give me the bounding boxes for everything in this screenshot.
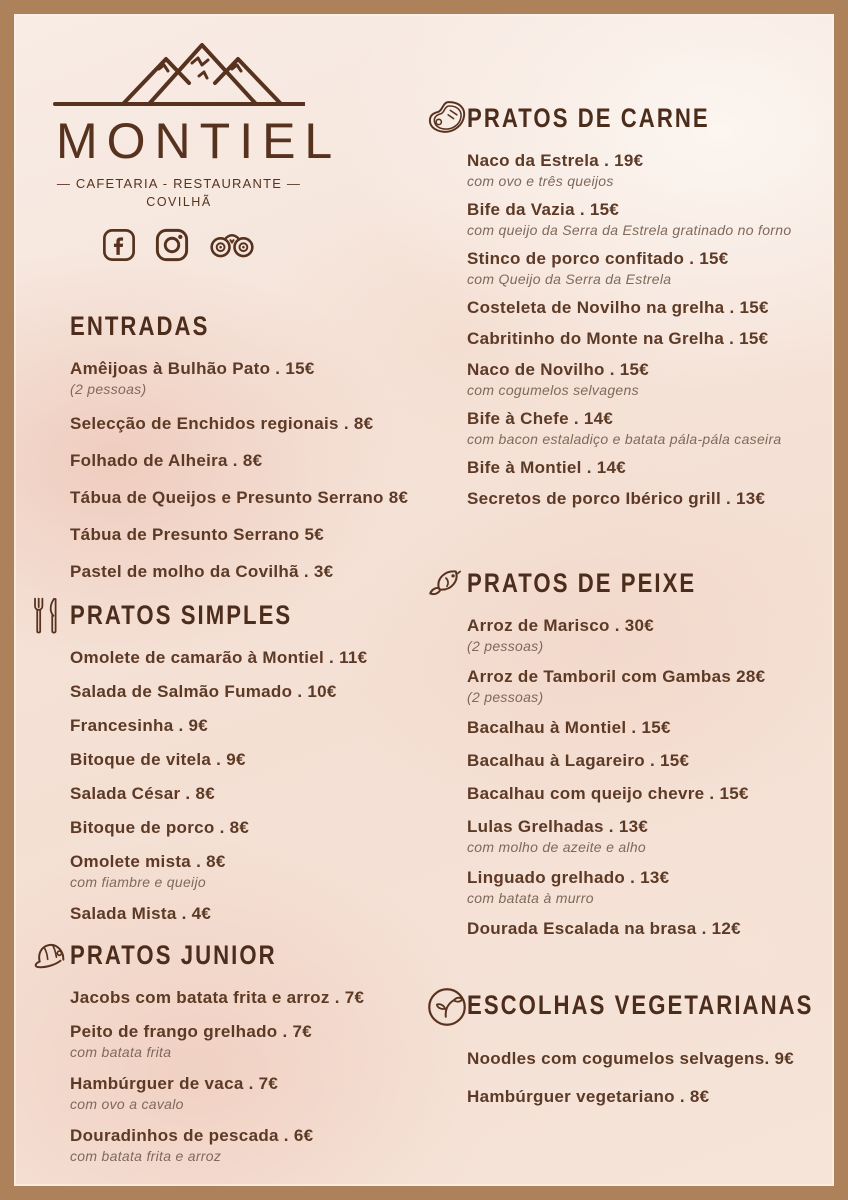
menu-item-text: Folhado de Alheira . 8€ <box>70 451 263 470</box>
menu-item <box>70 487 462 509</box>
menu-item <box>70 851 462 891</box>
menu-item <box>70 715 462 737</box>
menu-items-list <box>467 615 827 940</box>
menu-item-note: com ovo e três queijos <box>467 173 614 189</box>
menu-item-text: Stinco de porco confitado . 15€ <box>467 249 729 268</box>
menu-item-text: Bitoque de vitela . 9€ <box>70 750 246 769</box>
menu-item-note: com ovo a cavalo <box>70 1096 184 1112</box>
menu-item-text: Hambúrguer de vaca . 7€ <box>70 1074 279 1093</box>
menu-item <box>70 358 462 398</box>
menu-item <box>467 359 827 399</box>
menu-item-text: Salada Mista . 4€ <box>70 904 212 923</box>
menu-item-text: Hambúrguer vegetariano . 8€ <box>467 1087 710 1106</box>
menu-item-text: Peito de frango grelhado . 7€ <box>70 1022 313 1041</box>
menu-item <box>467 150 827 190</box>
menu-item <box>70 450 462 472</box>
brand-city: COVILHÃ <box>146 195 212 209</box>
menu-item-text: Dourada Escalada na brasa . 12€ <box>467 919 741 938</box>
menu-items-list <box>70 987 462 1165</box>
menu-item-text: Tábua de Presunto Serrano 5€ <box>70 525 325 544</box>
menu-item <box>467 488 827 510</box>
menu-item-text: Bife à Montiel . 14€ <box>467 458 627 477</box>
social-row <box>50 227 308 263</box>
menu-item-text: Cabritinho do Monte na Grelha . 15€ <box>467 329 769 348</box>
menu-item <box>467 750 827 772</box>
instagram-icon <box>154 227 190 263</box>
section-title: ENTRADAS <box>70 311 210 341</box>
menu-item <box>70 681 462 703</box>
menu-item-note: com fiambre e queijo <box>70 874 206 890</box>
menu-item <box>70 987 462 1009</box>
menu-page <box>14 14 834 1186</box>
menu-item <box>467 457 827 479</box>
menu-item-note: com batata frita <box>70 1044 172 1060</box>
menu-item <box>467 867 827 907</box>
section-title: PRATOS DE PEIXE <box>467 568 697 598</box>
cap-icon <box>28 935 68 975</box>
menu-item-text: Tábua de Queijos e Presunto Serrano 8€ <box>70 488 409 507</box>
menu-item-text: Pastel de molho da Covilhã . 3€ <box>70 562 334 581</box>
menu-item-text: Arroz de Tamboril com Gambas 28€ <box>467 667 766 686</box>
menu-item-text: Amêijoas à Bulhão Pato . 15€ <box>70 359 315 378</box>
steak-icon <box>425 98 465 138</box>
menu-item <box>467 816 827 856</box>
section-escolhas-vegetarianas <box>467 990 831 1124</box>
menu-item-text: Linguado grelhado . 13€ <box>467 868 670 887</box>
menu-item-text: Francesinha . 9€ <box>70 716 209 735</box>
section-pratos-de-peixe <box>467 568 827 951</box>
menu-item-text: Selecção de Enchidos regionais . 8€ <box>70 414 374 433</box>
menu-item <box>467 199 827 239</box>
section-title: PRATOS SIMPLES <box>70 600 293 630</box>
menu-item <box>70 524 462 546</box>
menu-item-text: Lulas Grelhadas . 13€ <box>467 817 649 836</box>
menu-item <box>467 615 827 655</box>
menu-items-list <box>467 150 827 510</box>
utensils-icon <box>28 595 68 635</box>
menu-item-text: Bacalhau à Lagareiro . 15€ <box>467 751 690 770</box>
menu-item-note: com batata à murro <box>467 890 594 906</box>
menu-item <box>70 647 462 669</box>
menu-item-text: Salada de Salmão Fumado . 10€ <box>70 682 337 701</box>
menu-item-note: (2 pessoas) <box>467 638 544 654</box>
menu-item <box>70 817 462 839</box>
menu-item <box>467 408 827 448</box>
menu-item-text: Jacobs com batata frita e arroz . 7€ <box>70 988 365 1007</box>
plant-icon <box>425 985 465 1025</box>
menu-item <box>70 413 462 435</box>
menu-item-text: Costeleta de Novilho na grelha . 15€ <box>467 298 769 317</box>
menu-item <box>70 749 462 771</box>
menu-item <box>70 1073 462 1113</box>
menu-item-note: com Queijo da Serra da Estrela <box>467 271 672 287</box>
menu-item <box>467 918 827 940</box>
menu-item-note: (2 pessoas) <box>467 689 544 705</box>
brand-block <box>50 38 342 263</box>
menu-item-note: (2 pessoas) <box>70 381 147 397</box>
menu-item-text: Salada César . 8€ <box>70 784 215 803</box>
section-entradas <box>70 311 462 598</box>
menu-item <box>467 297 827 319</box>
menu-items-list <box>467 1048 831 1108</box>
menu-item-note: com molho de azeite e alho <box>467 839 647 855</box>
section-title: PRATOS JUNIOR <box>70 940 277 970</box>
section-pratos-junior <box>70 940 462 1177</box>
section-pratos-de-carne <box>467 103 827 519</box>
section-title: ESCOLHAS VEGETARIANAS <box>467 990 814 1020</box>
menu-item <box>467 1048 831 1070</box>
menu-item-text: Arroz de Marisco . 30€ <box>467 616 655 635</box>
menu-item-text: Douradinhos de pescada . 6€ <box>70 1126 314 1145</box>
section-title: PRATOS DE CARNE <box>467 103 710 133</box>
brand-tagline: — CAFETARIA - RESTAURANTE — <box>56 176 302 191</box>
facebook-icon <box>101 227 137 263</box>
menu-item <box>70 783 462 805</box>
menu-item-text: Secretos de porco Ibérico grill . 13€ <box>467 489 766 508</box>
menu-item-note: com cogumelos selvagens <box>467 382 639 398</box>
menu-item <box>467 783 827 805</box>
menu-item-note: com bacon estaladiço e batata pála-pála caseira <box>467 431 782 447</box>
menu-item-note: com queijo da Serra da Estrela gratinado no forno <box>467 222 792 238</box>
menu-item <box>467 666 827 706</box>
menu-item-text: Bife da Vazia . 15€ <box>467 200 620 219</box>
tripadvisor-icon <box>207 227 257 263</box>
menu-item <box>70 561 462 583</box>
menu-item-text: Omolete mista . 8€ <box>70 852 226 871</box>
menu-item <box>467 717 827 739</box>
section-pratos-simples <box>70 600 462 937</box>
menu-item <box>70 903 462 925</box>
menu-item-text: Naco da Estrela . 19€ <box>467 151 644 170</box>
mountains-logo-icon <box>53 38 305 112</box>
menu-item-text: Naco de Novilho . 15€ <box>467 360 650 379</box>
menu-item-text: Bacalhau à Montiel . 15€ <box>467 718 671 737</box>
menu-item-note: com batata frita e arroz <box>70 1148 222 1164</box>
menu-item-text: Noodles com cogumelos selvagens. 9€ <box>467 1049 795 1068</box>
menu-items-list <box>70 647 462 925</box>
menu-item-text: Bife à Chefe . 14€ <box>467 409 614 428</box>
menu-item-text: Bacalhau com queijo chevre . 15€ <box>467 784 749 803</box>
menu-item <box>70 1021 462 1061</box>
menu-item <box>467 328 827 350</box>
fish-icon <box>425 563 465 603</box>
menu-item-text: Omolete de camarão à Montiel . 11€ <box>70 648 368 667</box>
menu-item <box>467 1086 831 1108</box>
menu-item-text: Bitoque de porco . 8€ <box>70 818 250 837</box>
brand-name: MONTIEL <box>56 113 342 169</box>
menu-items-list <box>70 358 462 583</box>
menu-item <box>70 1125 462 1165</box>
menu-item <box>467 248 827 288</box>
